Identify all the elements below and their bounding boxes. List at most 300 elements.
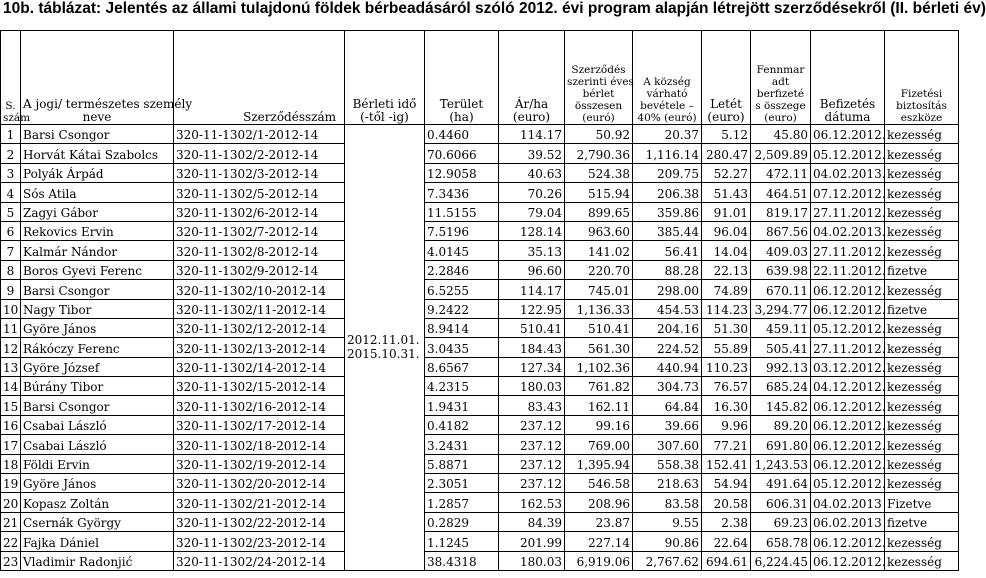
row-index: 6 xyxy=(1,221,21,240)
header-line: szerinti éves xyxy=(567,76,634,88)
payment-guarantee: kezesség xyxy=(885,183,959,202)
row-index: 17 xyxy=(1,435,21,454)
payment-guarantee: kezesség xyxy=(885,415,959,434)
municipality-revenue: 20.37 xyxy=(633,125,702,144)
table-row xyxy=(1,512,959,531)
deposit: 51.30 xyxy=(702,318,751,337)
person-name: Györe József xyxy=(21,357,174,376)
header-line: Letét xyxy=(710,97,742,111)
header-line: A jogi/ természetes személy xyxy=(23,97,193,111)
header-line: 40% (euró) xyxy=(637,112,697,124)
payment-guarantee: fizetve xyxy=(885,512,959,531)
municipality-revenue: 224.52 xyxy=(633,338,702,357)
price-per-ha: 201.99 xyxy=(499,532,565,551)
payment-date: 06.12.2012. xyxy=(811,435,885,454)
municipality-revenue: 440.94 xyxy=(633,357,702,376)
page-title: 10b. táblázat: Jelentés az állami tulajdonú földek bérbeadásáról szóló 2012. évi program alapján létrejött szerződésekről (II. bérleti év) xyxy=(3,0,986,17)
contract-number: 320-11-1302/12-2012-14 xyxy=(174,318,345,337)
annual-lease-total: 1,395.94 xyxy=(565,454,633,473)
person-name: Kopasz Zoltán xyxy=(21,493,174,512)
table-row xyxy=(1,435,959,454)
header-line: várható xyxy=(646,88,688,100)
person-name: Barsi Csongor xyxy=(21,280,174,299)
header-befizetes-datuma xyxy=(811,31,885,125)
header-fizetesi-eszkoz xyxy=(885,31,959,125)
table-row xyxy=(1,377,959,396)
municipality-revenue: 454.53 xyxy=(633,299,702,318)
header-szerzodesszam xyxy=(174,31,345,125)
remaining-payment: 459.11 xyxy=(751,318,811,337)
annual-lease-total: 769.00 xyxy=(565,435,633,454)
deposit: 52.27 xyxy=(702,163,751,182)
payment-date: 06.12.2012. xyxy=(811,299,885,318)
table-row xyxy=(1,125,959,144)
area-ha: 0.4460 xyxy=(425,125,499,144)
person-name: Csabai László xyxy=(21,415,174,434)
area-ha: 11.5155 xyxy=(425,202,499,221)
contract-number: 320-11-1302/10-2012-14 xyxy=(174,280,345,299)
area-ha: 3.0435 xyxy=(425,338,499,357)
annual-lease-total: 1,136.33 xyxy=(565,299,633,318)
header-line: Terület xyxy=(439,97,484,111)
payment-date: 06.02.2013 xyxy=(811,512,885,531)
table-row xyxy=(1,474,959,493)
price-per-ha: 237.12 xyxy=(499,474,565,493)
area-ha: 0.2829 xyxy=(425,512,499,531)
payment-guarantee: kezesség xyxy=(885,474,959,493)
municipality-revenue: 90.86 xyxy=(633,532,702,551)
contract-number: 320-11-1302/17-2012-14 xyxy=(174,415,345,434)
price-per-ha: 96.60 xyxy=(499,260,565,279)
remaining-payment: 472.11 xyxy=(751,163,811,182)
payment-guarantee: kezesség xyxy=(885,377,959,396)
deposit: 9.96 xyxy=(702,415,751,434)
remaining-payment: 69.23 xyxy=(751,512,811,531)
table-row xyxy=(1,221,959,240)
table-row xyxy=(1,299,959,318)
municipality-revenue: 2,767.62 xyxy=(633,551,702,570)
contract-number: 320-11-1302/14-2012-14 xyxy=(174,357,345,376)
remaining-payment: 685.24 xyxy=(751,377,811,396)
payment-guarantee: Fizetve xyxy=(885,493,959,512)
deposit: 22.13 xyxy=(702,260,751,279)
price-per-ha: 162.53 xyxy=(499,493,565,512)
municipality-revenue: 1,116.14 xyxy=(633,144,702,163)
price-per-ha: 39.52 xyxy=(499,144,565,163)
header-line: Szerződésszám xyxy=(243,110,336,124)
area-ha: 38.4318 xyxy=(425,551,499,570)
header-line: berfizeté xyxy=(756,88,805,100)
payment-date: 27.11.2012. xyxy=(811,338,885,357)
row-index: 5 xyxy=(1,202,21,221)
row-index: 14 xyxy=(1,377,21,396)
area-ha: 1.9431 xyxy=(425,396,499,415)
contract-number: 320-11-1302/3-2012-14 xyxy=(174,163,345,182)
area-ha: 7.3436 xyxy=(425,183,499,202)
header-line: bevétele – xyxy=(640,100,694,112)
remaining-payment: 2,509.89 xyxy=(751,144,811,163)
header-line: A község xyxy=(643,76,691,88)
row-index: 12 xyxy=(1,338,21,357)
municipality-revenue: 209.75 xyxy=(633,163,702,182)
person-name: Barsi Csongor xyxy=(21,396,174,415)
remaining-payment: 658.78 xyxy=(751,532,811,551)
area-ha: 4.0145 xyxy=(425,241,499,260)
deposit: 694.61 xyxy=(702,551,751,570)
payment-guarantee: kezesség xyxy=(885,435,959,454)
header-line: S. xyxy=(5,100,16,112)
municipality-revenue: 9.55 xyxy=(633,512,702,531)
payment-date: 04.02.2013 xyxy=(811,493,885,512)
deposit: 152.41 xyxy=(702,454,751,473)
header-line: Ár/ha xyxy=(514,97,549,111)
header-line: biztosítás xyxy=(896,100,947,112)
header-kozseg-bevetele xyxy=(633,31,702,125)
price-per-ha: 114.17 xyxy=(499,125,565,144)
person-name: Rekovics Ervin xyxy=(21,221,174,240)
row-index: 8 xyxy=(1,260,21,279)
header-line: bérlet xyxy=(582,88,615,100)
municipality-revenue: 88.28 xyxy=(633,260,702,279)
contract-number: 320-11-1302/11-2012-14 xyxy=(174,299,345,318)
price-per-ha: 127.34 xyxy=(499,357,565,376)
payment-guarantee: kezesség xyxy=(885,241,959,260)
area-ha: 8.6567 xyxy=(425,357,499,376)
lease-period-line: 2015.10.31. xyxy=(347,347,420,362)
contract-number: 320-11-1302/15-2012-14 xyxy=(174,377,345,396)
remaining-payment: 819.17 xyxy=(751,202,811,221)
remaining-payment: 691.80 xyxy=(751,435,811,454)
annual-lease-total: 23.87 xyxy=(565,512,633,531)
annual-lease-total: 745.01 xyxy=(565,280,633,299)
area-ha: 2.3051 xyxy=(425,474,499,493)
price-per-ha: 114.17 xyxy=(499,280,565,299)
payment-date: 06.12.2012. xyxy=(811,454,885,473)
area-ha: 12.9058 xyxy=(425,163,499,182)
header-line: Befizetés xyxy=(819,97,876,111)
remaining-payment: 639.98 xyxy=(751,260,811,279)
remaining-payment: 409.03 xyxy=(751,241,811,260)
price-per-ha: 83.43 xyxy=(499,396,565,415)
row-index: 23 xyxy=(1,551,21,570)
price-per-ha: 180.03 xyxy=(499,551,565,570)
price-per-ha: 70.26 xyxy=(499,183,565,202)
lease-report-table xyxy=(0,30,959,571)
table-row xyxy=(1,493,959,512)
remaining-payment: 606.31 xyxy=(751,493,811,512)
payment-date: 05.12.2012. xyxy=(811,474,885,493)
remaining-payment: 464.51 xyxy=(751,183,811,202)
remaining-payment: 992.13 xyxy=(751,357,811,376)
municipality-revenue: 304.73 xyxy=(633,377,702,396)
annual-lease-total: 963.60 xyxy=(565,221,633,240)
lease-period-line: 2012.11.01. xyxy=(347,333,420,348)
municipality-revenue: 359.86 xyxy=(633,202,702,221)
area-ha: 2.2846 xyxy=(425,260,499,279)
header-ar-ha xyxy=(499,31,565,125)
row-index: 4 xyxy=(1,183,21,202)
contract-number: 320-11-1302/16-2012-14 xyxy=(174,396,345,415)
payment-date: 06.12.2012. xyxy=(811,280,885,299)
header-line: dátuma xyxy=(824,110,871,124)
price-per-ha: 35.13 xyxy=(499,241,565,260)
table-row xyxy=(1,144,959,163)
row-index: 9 xyxy=(1,280,21,299)
deposit: 96.04 xyxy=(702,221,751,240)
remaining-payment: 670.11 xyxy=(751,280,811,299)
deposit: 54.94 xyxy=(702,474,751,493)
header-letet xyxy=(702,31,751,125)
area-ha: 0.4182 xyxy=(425,415,499,434)
deposit: 16.30 xyxy=(702,396,751,415)
row-index: 22 xyxy=(1,532,21,551)
remaining-payment: 491.64 xyxy=(751,474,811,493)
area-ha: 6.5255 xyxy=(425,280,499,299)
payment-date: 06.12.2012. xyxy=(811,551,885,570)
municipality-revenue: 56.41 xyxy=(633,241,702,260)
contract-number: 320-11-1302/21-2012-14 xyxy=(174,493,345,512)
price-per-ha: 184.43 xyxy=(499,338,565,357)
header-terulet xyxy=(425,31,499,125)
person-name: Barsi Csongor xyxy=(21,125,174,144)
payment-guarantee: kezesség xyxy=(885,338,959,357)
deposit: 55.89 xyxy=(702,338,751,357)
remaining-payment: 145.82 xyxy=(751,396,811,415)
payment-date: 05.12.2012. xyxy=(811,318,885,337)
annual-lease-total: 510.41 xyxy=(565,318,633,337)
payment-guarantee: kezesség xyxy=(885,318,959,337)
lease-period-cell xyxy=(345,125,425,571)
payment-guarantee: fizetve xyxy=(885,299,959,318)
row-index: 7 xyxy=(1,241,21,260)
payment-date: 04.12.2012. xyxy=(811,377,885,396)
payment-guarantee: kezesség xyxy=(885,144,959,163)
payment-guarantee: kezesség xyxy=(885,357,959,376)
header-line: összesen xyxy=(574,100,623,112)
annual-lease-total: 227.14 xyxy=(565,532,633,551)
municipality-revenue: 385.44 xyxy=(633,221,702,240)
row-index: 15 xyxy=(1,396,21,415)
payment-guarantee: kezesség xyxy=(885,454,959,473)
table-row xyxy=(1,532,959,551)
municipality-revenue: 64.84 xyxy=(633,396,702,415)
row-index: 16 xyxy=(1,415,21,434)
header-line: (-től -ig) xyxy=(360,110,409,124)
header-row xyxy=(1,31,959,125)
price-per-ha: 79.04 xyxy=(499,202,565,221)
header-line: s összege xyxy=(755,100,806,112)
area-ha: 70.6066 xyxy=(425,144,499,163)
person-name: Polyák Árpád xyxy=(21,163,174,182)
table-row xyxy=(1,183,959,202)
municipality-revenue: 83.58 xyxy=(633,493,702,512)
header-line: Fizetési xyxy=(900,88,943,100)
municipality-revenue: 39.66 xyxy=(633,415,702,434)
remaining-payment: 867.56 xyxy=(751,221,811,240)
header-fennmarado xyxy=(751,31,811,125)
person-name: Csabai László xyxy=(21,435,174,454)
contract-number: 320-11-1302/6-2012-14 xyxy=(174,202,345,221)
person-name: Rákóczy Ferenc xyxy=(21,338,174,357)
payment-guarantee: kezesség xyxy=(885,551,959,570)
table-row xyxy=(1,338,959,357)
contract-number: 320-11-1302/23-2012-14 xyxy=(174,532,345,551)
header-line: (ha) xyxy=(449,110,474,124)
person-name: Búrány Tibor xyxy=(21,377,174,396)
annual-lease-total: 2,790.36 xyxy=(565,144,633,163)
deposit: 51.43 xyxy=(702,183,751,202)
payment-date: 04.02.2013. xyxy=(811,163,885,182)
remaining-payment: 89.20 xyxy=(751,415,811,434)
annual-lease-total: 1,102.36 xyxy=(565,357,633,376)
deposit: 110.23 xyxy=(702,357,751,376)
person-name: Kalmár Nándor xyxy=(21,241,174,260)
municipality-revenue: 206.38 xyxy=(633,183,702,202)
remaining-payment: 3,294.77 xyxy=(751,299,811,318)
payment-date: 06.12.2012. xyxy=(811,396,885,415)
payment-guarantee: fizetve xyxy=(885,260,959,279)
payment-date: 27.11.2012. xyxy=(811,241,885,260)
row-index: 13 xyxy=(1,357,21,376)
header-sorszam xyxy=(1,31,31,125)
table-row xyxy=(1,241,959,260)
payment-guarantee: kezesség xyxy=(885,125,959,144)
table-row xyxy=(1,163,959,182)
area-ha: 5.8871 xyxy=(425,454,499,473)
annual-lease-total: 515.94 xyxy=(565,183,633,202)
payment-date: 04.02.2013. xyxy=(811,221,885,240)
annual-lease-total: 546.58 xyxy=(565,474,633,493)
annual-lease-total: 561.30 xyxy=(565,338,633,357)
contract-number: 320-11-1302/7-2012-14 xyxy=(174,221,345,240)
deposit: 5.12 xyxy=(702,125,751,144)
header-line: (euro) xyxy=(707,110,745,124)
payment-date: 07.12.2012. xyxy=(811,183,885,202)
price-per-ha: 237.12 xyxy=(499,454,565,473)
header-szerzodes-szerinti xyxy=(565,31,633,125)
municipality-revenue: 204.16 xyxy=(633,318,702,337)
deposit: 114.23 xyxy=(702,299,751,318)
table-row xyxy=(1,396,959,415)
municipality-revenue: 558.38 xyxy=(633,454,702,473)
remaining-payment: 6,224.45 xyxy=(751,551,811,570)
deposit: 22.64 xyxy=(702,532,751,551)
table-row xyxy=(1,454,959,473)
payment-date: 06.12.2012. xyxy=(811,125,885,144)
contract-number: 320-11-1302/2-2012-14 xyxy=(174,144,345,163)
table-row xyxy=(1,551,959,570)
header-berleti-ido xyxy=(345,31,425,125)
contract-number: 320-11-1302/5-2012-14 xyxy=(174,183,345,202)
person-name: Györe János xyxy=(21,474,174,493)
table-row xyxy=(1,318,959,337)
price-per-ha: 84.39 xyxy=(499,512,565,531)
row-index: 20 xyxy=(1,493,21,512)
annual-lease-total: 141.02 xyxy=(565,241,633,260)
contract-number: 320-11-1302/19-2012-14 xyxy=(174,454,345,473)
price-per-ha: 180.03 xyxy=(499,377,565,396)
person-name: Vladimir Radonjić xyxy=(21,551,174,570)
deposit: 280.47 xyxy=(702,144,751,163)
payment-date: 03.12.2012. xyxy=(811,357,885,376)
row-index: 21 xyxy=(1,512,21,531)
municipality-revenue: 298.00 xyxy=(633,280,702,299)
annual-lease-total: 899.65 xyxy=(565,202,633,221)
row-index: 1 xyxy=(1,125,21,144)
area-ha: 7.5196 xyxy=(425,221,499,240)
payment-guarantee: kezesség xyxy=(885,221,959,240)
person-name: Boros Gyevi Ferenc xyxy=(21,260,174,279)
table-row xyxy=(1,202,959,221)
payment-date: 27.11.2012. xyxy=(811,202,885,221)
contract-number: 320-11-1302/20-2012-14 xyxy=(174,474,345,493)
annual-lease-total: 524.38 xyxy=(565,163,633,182)
header-line: Fennmar xyxy=(756,64,805,76)
contract-number: 320-11-1302/24-2012-14 xyxy=(174,551,345,570)
price-per-ha: 510.41 xyxy=(499,318,565,337)
annual-lease-total: 761.82 xyxy=(565,377,633,396)
payment-guarantee: kezesség xyxy=(885,163,959,182)
row-index: 18 xyxy=(1,454,21,473)
row-index: 11 xyxy=(1,318,21,337)
deposit: 74.89 xyxy=(702,280,751,299)
deposit: 76.57 xyxy=(702,377,751,396)
contract-number: 320-11-1302/18-2012-14 xyxy=(174,435,345,454)
municipality-revenue: 307.60 xyxy=(633,435,702,454)
contract-number: 320-11-1302/8-2012-14 xyxy=(174,241,345,260)
row-index: 2 xyxy=(1,144,21,163)
payment-guarantee: kezesség xyxy=(885,280,959,299)
area-ha: 8.9414 xyxy=(425,318,499,337)
contract-number: 320-11-1302/22-2012-14 xyxy=(174,512,345,531)
payment-date: 22.11.2012. xyxy=(811,260,885,279)
deposit: 77.21 xyxy=(702,435,751,454)
table-row xyxy=(1,260,959,279)
table-body xyxy=(1,125,959,571)
header-line: Bérleti idő xyxy=(352,97,417,111)
person-name: Zagyi Gábor xyxy=(21,202,174,221)
contract-number: 320-11-1302/1-2012-14 xyxy=(174,125,345,144)
deposit: 91.01 xyxy=(702,202,751,221)
municipality-revenue: 218.63 xyxy=(633,474,702,493)
price-per-ha: 237.12 xyxy=(499,435,565,454)
person-name: Csernák György xyxy=(21,512,174,531)
remaining-payment: 45.80 xyxy=(751,125,811,144)
person-name: Györe János xyxy=(21,318,174,337)
table-row xyxy=(1,280,959,299)
person-name: Sós Atila xyxy=(21,183,174,202)
annual-lease-total: 6,919.06 xyxy=(565,551,633,570)
row-index: 3 xyxy=(1,163,21,182)
table-row xyxy=(1,415,959,434)
header-line: adt xyxy=(771,76,790,88)
person-name: Nagy Tibor xyxy=(21,299,174,318)
annual-lease-total: 99.16 xyxy=(565,415,633,434)
price-per-ha: 40.63 xyxy=(499,163,565,182)
deposit: 14.04 xyxy=(702,241,751,260)
remaining-payment: 505.41 xyxy=(751,338,811,357)
payment-guarantee: kezesség xyxy=(885,532,959,551)
price-per-ha: 237.12 xyxy=(499,415,565,434)
row-index: 10 xyxy=(1,299,21,318)
payment-guarantee: kezesség xyxy=(885,202,959,221)
header-line: eszköze xyxy=(900,112,943,124)
annual-lease-total: 208.96 xyxy=(565,493,633,512)
contract-number: 320-11-1302/13-2012-14 xyxy=(174,338,345,357)
row-index: 19 xyxy=(1,474,21,493)
payment-date: 06.12.2012. xyxy=(811,532,885,551)
annual-lease-total: 162.11 xyxy=(565,396,633,415)
